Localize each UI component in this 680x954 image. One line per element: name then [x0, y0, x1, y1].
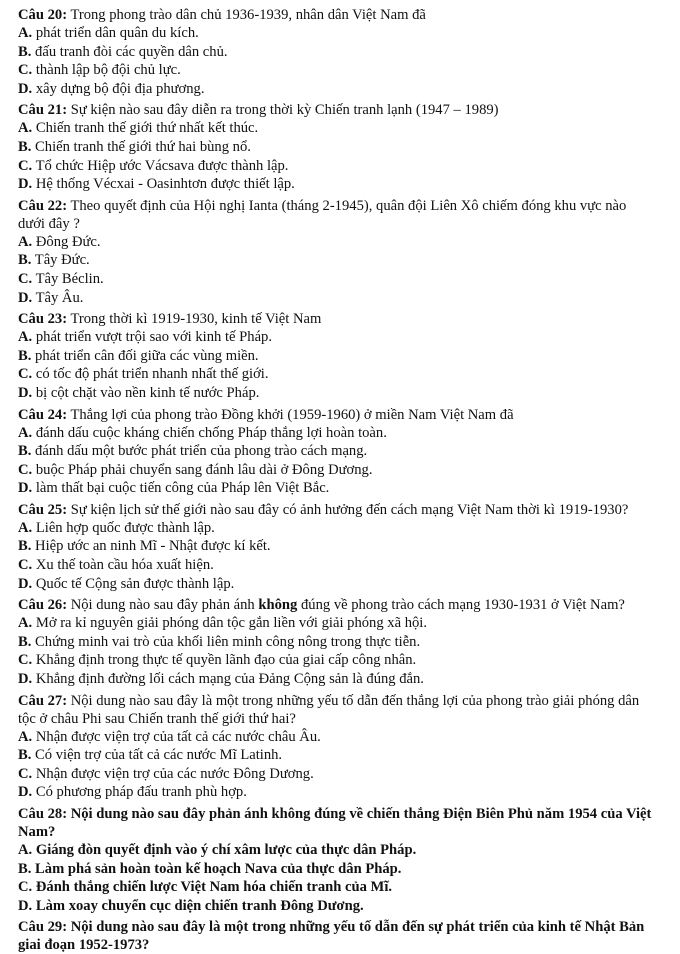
option-a: A. phát triển vượt trội sao với kinh tế Pháp.: [18, 329, 272, 346]
option-b: B. Chiến tranh thế giới thứ hai bùng nổ.: [18, 138, 251, 155]
option-d: D. Hệ thống Vécxai - Oasinhtơn được thiết lập.: [18, 176, 295, 193]
option-d: D. làm thất bại cuộc tiến công của Pháp lên Việt Bắc.: [18, 480, 330, 497]
question-text: Nội dung nào sau đây phản ánh không đúng về chiến thắng Điện Biên Phủ năm 1954 của Việt Nam?: [18, 806, 652, 840]
option-d: D. xây dựng bộ đội địa phương.: [18, 80, 205, 97]
option-c: C. Tây Béclin.: [18, 270, 104, 287]
question-text: Trong phong trào dân chủ 1936-1939, nhân dân Việt Nam đã: [70, 7, 426, 23]
question-number: Câu 25:: [18, 501, 68, 518]
question-text: Nội dung nào sau đây phản ánh: [70, 597, 255, 614]
question-number: Câu 21:: [18, 102, 68, 119]
option-c: C. Tổ chức Hiệp ước Vácsava được thành lập.: [18, 157, 289, 174]
options-grid: [18, 119, 656, 193]
question-text: Theo quyết định của Hội nghị Ianta (tháng 2-1945), quân đội Liên Xô chiếm đóng khu vực nào dưới đây ?: [18, 197, 627, 232]
question-stem: [18, 692, 656, 728]
question-text: Trong thời kì 1919-1930, kinh tế Việt Nam: [70, 311, 322, 328]
question-number: Câu 28:: [18, 806, 68, 822]
option-b: B. đấu tranh đòi các quyền dân chủ.: [18, 43, 228, 60]
options-grid: [18, 233, 656, 307]
option-c: C. có tốc độ phát triển nhanh nhất thế giới.: [18, 366, 269, 383]
question-29: [18, 918, 656, 954]
question-number: Câu 24:: [18, 406, 68, 423]
question-text: Sự kiện nào sau đây diễn ra trong thời kỳ Chiến tranh lạnh (1947 – 1989): [70, 102, 499, 119]
question-text-tail: đúng về phong trào cách mạng 1930-1931 ở Việt Nam?: [301, 597, 625, 614]
question-stem: [18, 310, 656, 328]
question-stem: [18, 596, 656, 614]
question-number: Câu 20:: [18, 7, 68, 23]
option-a: A. Giáng đòn quyết định vào ý chí xâm lược của thực dân Pháp.: [18, 842, 417, 858]
option-a: A. đánh dấu cuộc kháng chiến chống Pháp thắng lợi hoàn toàn.: [18, 424, 387, 441]
question-stem: [18, 918, 656, 954]
options-grid: [18, 24, 656, 98]
option-b: B. Có viện trợ của tất cả các nước Mĩ Latinh.: [18, 747, 283, 764]
question-22: [18, 197, 656, 307]
question-number: Câu 29:: [18, 919, 68, 936]
question-number: Câu 22:: [18, 197, 68, 214]
option-a: A. Mở ra kỉ nguyên giải phóng dân tộc gắn liền với giải phóng xã hội.: [18, 615, 428, 632]
options-grid: [18, 328, 656, 402]
option-d: D. Làm xoay chuyển cục diện chiến tranh Đông Dương.: [18, 897, 364, 914]
option-c: C. thành lập bộ đội chủ lực.: [18, 62, 181, 79]
question-text: Nội dung nào sau đây là một trong những yếu tố dẫn đến sự phát triển của kinh tế Nhật Bản giai đoạn 1952-1973?: [18, 919, 645, 954]
option-d: D. Tây Âu.: [18, 289, 84, 306]
option-a: A. phát triển dân quân du kích.: [18, 25, 199, 41]
option-c: C. Khẳng định trong thực tế quyền lãnh đạo của giai cấp công nhân.: [18, 652, 417, 669]
question-24: [18, 406, 656, 498]
option-a: A. Đông Đức.: [18, 233, 101, 250]
option-b: B. Chứng minh vai trò của khối liên minh công nông trong thực tiễn.: [18, 633, 421, 650]
question-text: Nội dung nào sau đây là một trong những yếu tố dẫn đến thắng lợi của phong trào giải phóng dân tộc ở châu Phi sau Chiến tranh thế giới thứ hai?: [18, 692, 640, 727]
question-26: [18, 596, 656, 688]
question-27: [18, 692, 656, 802]
option-c: C. buộc Pháp phải chuyển sang đánh lâu dài ở Đông Dương.: [18, 461, 373, 478]
option-a: A. Liên hợp quốc được thành lập.: [18, 519, 215, 536]
question-stem: [18, 6, 656, 24]
question-23: [18, 310, 656, 402]
question-stem: [18, 101, 656, 119]
question-number: Câu 23:: [18, 311, 68, 328]
option-c: C. Xu thế toàn cầu hóa xuất hiện.: [18, 557, 214, 574]
option-d: D. Có phương pháp đấu tranh phù hợp.: [18, 784, 247, 801]
question-stem: [18, 197, 656, 233]
question-emphasis: không: [258, 597, 298, 614]
question-text: Thắng lợi của phong trào Đồng khởi (1959-1960) ở miền Nam Việt Nam đã: [70, 406, 514, 423]
option-b: B. Hiệp ước an ninh Mĩ - Nhật được kí kết.: [18, 538, 271, 555]
question-number: Câu 26:: [18, 597, 68, 614]
option-b: B. đánh dấu một bước phát triển của phong trào cách mạng.: [18, 443, 368, 460]
question-stem: [18, 805, 656, 841]
question-20: [18, 6, 656, 98]
option-b: B. Làm phá sản hoàn toàn kế hoạch Nava của thực dân Pháp.: [18, 860, 402, 877]
question-28: [18, 805, 656, 915]
option-d: D. Khẳng định đường lối cách mạng của Đảng Cộng sản là đúng đắn.: [18, 671, 424, 688]
option-a: A. Chiến tranh thế giới thứ nhất kết thúc.: [18, 120, 259, 137]
question-25: [18, 501, 656, 593]
option-c: C. Đánh thắng chiến lược Việt Nam hóa chiến tranh của Mĩ.: [18, 879, 393, 896]
question-number: Câu 27:: [18, 692, 68, 709]
option-b: B. phát triển cân đối giữa các vùng miền.: [18, 347, 259, 364]
question-stem: [18, 501, 656, 519]
question-stem: [18, 406, 656, 424]
option-b: B. Tây Đức.: [18, 252, 90, 269]
option-c: C. Nhận được viện trợ của các nước Đông Dương.: [18, 765, 314, 782]
question-21: [18, 101, 656, 193]
option-d: D. bị cột chặt vào nền kinh tế nước Pháp.: [18, 384, 260, 401]
option-a: A. Nhận được viện trợ của tất cả các nước châu Âu.: [18, 728, 321, 745]
question-text: Sự kiện lịch sử thế giới nào sau đây có ảnh hưởng đến cách mạng Việt Nam thời kì 1919-1930?: [70, 501, 629, 518]
option-d: D. Quốc tế Cộng sản được thành lập.: [18, 575, 235, 592]
